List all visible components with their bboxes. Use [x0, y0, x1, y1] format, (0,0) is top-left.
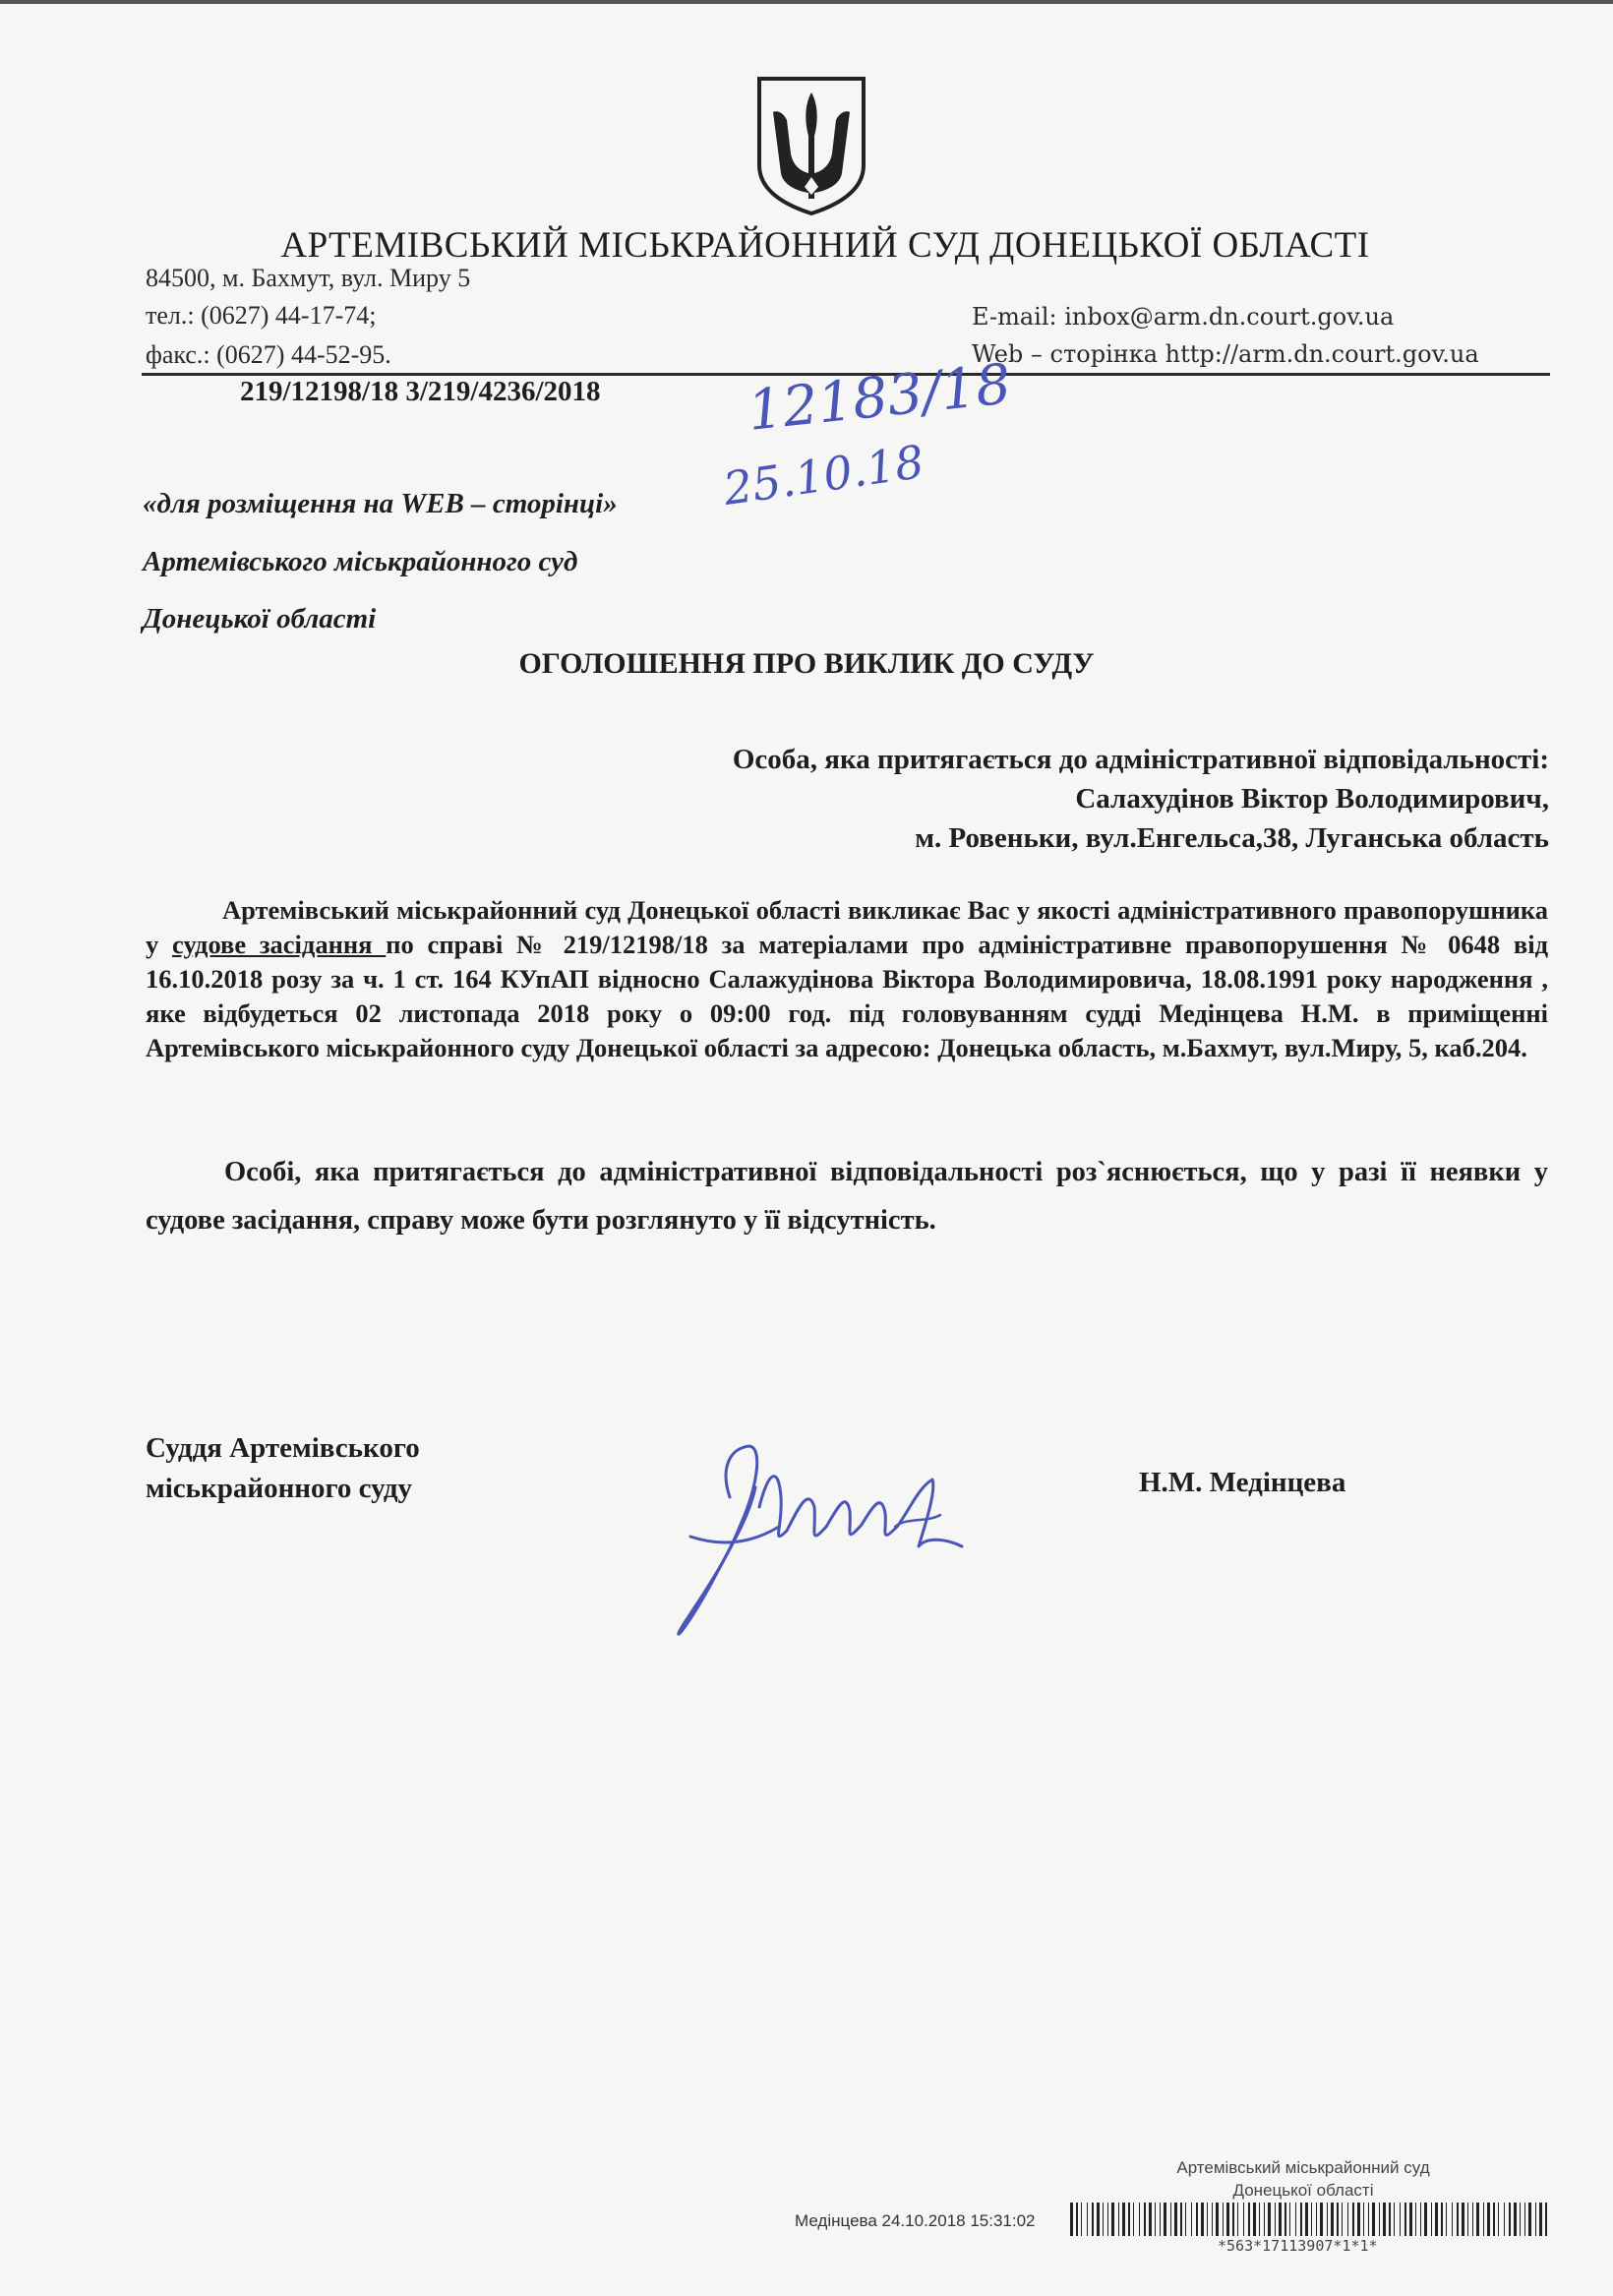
barcode-bar [1232, 2203, 1234, 2236]
barcode-bar [1462, 2203, 1464, 2236]
barcode-bar [1284, 2203, 1286, 2236]
absence-warning [146, 1148, 1548, 1244]
stamp-org-line-1: Артемівський міськрайонний суд [1176, 2158, 1430, 2177]
barcode-bar [1368, 2203, 1369, 2236]
publication-line-3: Донецької області [143, 603, 377, 634]
barcode-bar [1122, 2203, 1125, 2236]
barcode-bar [1103, 2203, 1104, 2236]
barcode-bar [1097, 2203, 1100, 2236]
barcode-bar [1185, 2203, 1186, 2236]
barcode-bar [1337, 2203, 1339, 2236]
barcode-bar [1539, 2203, 1542, 2236]
publication-line-2: Артемівського міськрайонного суд [143, 546, 578, 577]
stamp-registered: Медінцева 24.10.2018 15:31:02 [795, 2211, 1036, 2230]
barcode-bar [1509, 2203, 1511, 2236]
barcode-bar [1081, 2203, 1082, 2236]
barcode-bar [1076, 2203, 1078, 2236]
barcode-bar [1320, 2203, 1323, 2236]
barcode-bar [1223, 2203, 1224, 2236]
barcode-bar [1164, 2203, 1166, 2236]
barcode-bar [1357, 2203, 1360, 2236]
barcode-bar [1139, 2203, 1140, 2236]
barcode-bar [1528, 2203, 1531, 2236]
court-web: Web – сторінка http://arm.dn.court.gov.ua [972, 340, 1479, 368]
barcode-bar [1201, 2203, 1204, 2236]
barcode-bar [1389, 2203, 1391, 2236]
barcode-bar [1174, 2203, 1177, 2236]
barcode-bar [1268, 2203, 1271, 2236]
barcode-bar [1441, 2203, 1443, 2236]
barcode-bar [1524, 2203, 1525, 2236]
barcode-bar [1207, 2203, 1208, 2236]
barcode-bar [1404, 2203, 1406, 2236]
barcode-text: *563*17113907*1*1* [1218, 2237, 1378, 2255]
barcode-bar [1305, 2203, 1308, 2236]
barcode-bar [1514, 2203, 1517, 2236]
barcode-bar [1160, 2203, 1161, 2236]
handwritten-reg-number: 12183/18 [745, 352, 1014, 444]
barcode-bar [1300, 2203, 1302, 2236]
barcode-bar [1264, 2203, 1265, 2236]
absence-warning-text: Особі, яка притягається до адміністративної відповідальності роз`яснюється, що у разі її неявки у судове засідання, справу може бути розглянуто у її відсутність. [146, 1157, 1548, 1236]
barcode-bar [1545, 2203, 1547, 2236]
barcode-bar [1331, 2203, 1334, 2236]
person-name: Салахудінов Віктор Володимирович, [1075, 783, 1549, 815]
court-title: АРТЕМІВСЬКИЙ МІСЬКРАЙОННИЙ СУД ДОНЕЦЬКОЇ ОБЛАСТІ [280, 225, 1370, 266]
barcode-bar [1372, 2203, 1375, 2236]
court-email: E-mail: inbox@arm.dn.court.gov.ua [972, 303, 1395, 331]
barcode-bar [1295, 2203, 1296, 2236]
body-part-2: по справі № 219/12198/18 за матеріалами про адміністративне правопорушення № 0648 від 16.10.2018 розу за ч. 1 ст. 164 КУпАП відносно Салажудінова Віктора Володимировича, 18.08.1991 року народження , яке відбудеться 02 листопада 2018 року о 09:00 год. під головуванням судді Медінцева Н.М. в приміщенні Артемівського міськрайонного суду Донецької області за адресою: Донецька область, м.Бахмут, вул.Миру, 5, каб.204. [146, 930, 1548, 1062]
barcode-bar [1446, 2203, 1447, 2236]
barcode-bar [1212, 2203, 1213, 2236]
barcode-bar [1493, 2203, 1495, 2236]
barcode-bar [1452, 2203, 1453, 2236]
barcode-bar [1472, 2203, 1473, 2236]
body-part-1: Артемівський міськрайонний суд Донецької області викликає Вас у якості адміністративного правопорушника у [146, 895, 1548, 959]
barcode-bar [1196, 2203, 1198, 2236]
barcode-bar [1118, 2203, 1119, 2236]
barcode-bar [1383, 2203, 1386, 2236]
barcode-bar [1216, 2203, 1219, 2236]
barcode-bar [1394, 2203, 1395, 2236]
barcode-bar [1316, 2203, 1317, 2236]
barcode-bar [1347, 2203, 1348, 2236]
summons-body [146, 893, 1548, 1065]
barcode-bar [1170, 2203, 1171, 2236]
barcode-bar [1226, 2203, 1229, 2236]
person-label: Особа, яка притягається до адміністративної відповідальності: [732, 744, 1549, 775]
barcode-bar [1289, 2203, 1290, 2236]
trident-emblem-icon [753, 75, 869, 217]
barcode-bar [1275, 2203, 1276, 2236]
barcode-bar [1504, 2203, 1505, 2236]
barcode-bar [1431, 2203, 1432, 2236]
barcode-bar [1520, 2203, 1521, 2236]
judge-signature [661, 1428, 986, 1647]
barcode-bar [1311, 2203, 1312, 2236]
barcode-bar [1409, 2203, 1412, 2236]
barcode-bar [1435, 2203, 1438, 2236]
barcode-bar [1457, 2203, 1459, 2236]
barcode-bar [1379, 2203, 1380, 2236]
barcode-bar [1180, 2203, 1182, 2236]
barcode-bar [1498, 2203, 1499, 2236]
barcode-bar [1237, 2203, 1238, 2236]
barcode-bar [1400, 2203, 1401, 2236]
barcode-bar [1128, 2203, 1130, 2236]
barcode-bar [1363, 2203, 1364, 2236]
person-address: м. Ровеньки, вул.Енгельса,38, Луганська область [915, 822, 1549, 854]
barcode-bar [1087, 2203, 1088, 2236]
barcode-bar [1424, 2203, 1427, 2236]
barcode-bar [1476, 2203, 1479, 2236]
body-underlined-hearing: судове засідання [172, 930, 387, 959]
court-fax: факс.: (0627) 44-52-95. [146, 340, 391, 369]
barcode-bar [1248, 2203, 1250, 2236]
case-number: 219/12198/18 3/219/4236/2018 [240, 376, 601, 407]
judge-name: Н.М. Медінцева [1139, 1467, 1346, 1498]
barcode-bar [1352, 2203, 1354, 2236]
barcode-bar [1342, 2203, 1343, 2236]
barcode-bar [1483, 2203, 1484, 2236]
barcode-bar [1133, 2203, 1134, 2236]
barcode-bar [1535, 2203, 1536, 2236]
barcode-bar [1420, 2203, 1421, 2236]
barcode-bar [1415, 2203, 1416, 2236]
barcode-bar [1070, 2203, 1073, 2236]
judge-title-line-1: Суддя Артемівського [146, 1432, 420, 1464]
stamp-org-line-2: Донецької області [1232, 2181, 1374, 2200]
barcode-bar [1487, 2203, 1490, 2236]
barcode-icon [1070, 2203, 1550, 2236]
announcement-title: ОГОЛОШЕННЯ ПРО ВИКЛИК ДО СУДУ [518, 647, 1095, 680]
barcode-bar [1191, 2203, 1192, 2236]
barcode-bar [1327, 2203, 1328, 2236]
judge-title-line-2: міськрайонного суду [146, 1473, 413, 1504]
barcode-bar [1253, 2203, 1256, 2236]
handwritten-reg-date: 25.10.18 [720, 435, 927, 515]
barcode-bar [1144, 2203, 1146, 2236]
barcode-bar [1092, 2203, 1094, 2236]
barcode-bar [1155, 2203, 1156, 2236]
court-phone: тел.: (0627) 44-17-74; [146, 301, 377, 330]
barcode-bar [1243, 2203, 1244, 2236]
court-address: 84500, м. Бахмут, вул. Миру 5 [146, 264, 471, 292]
barcode-bar [1259, 2203, 1260, 2236]
barcode-bar [1107, 2203, 1108, 2236]
publication-line-1: «для розміщення на WEB – сторінці» [143, 488, 618, 519]
barcode-bar [1467, 2203, 1468, 2236]
barcode-bar [1111, 2203, 1114, 2236]
barcode-bar [1279, 2203, 1282, 2236]
barcode-bar [1149, 2203, 1152, 2236]
